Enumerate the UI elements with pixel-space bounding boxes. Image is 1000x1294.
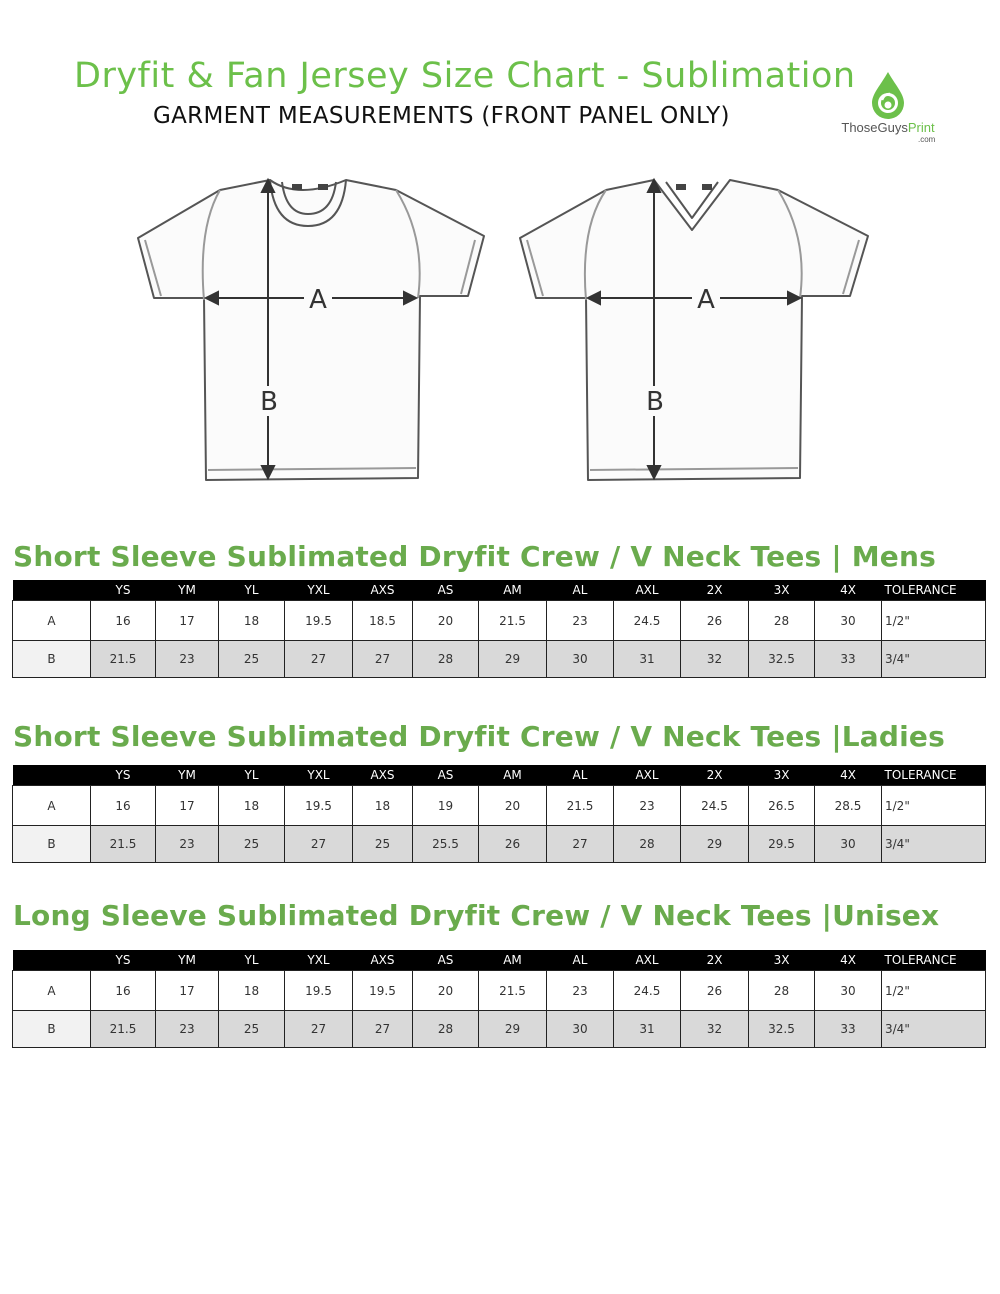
measurement-cell: 24.5 <box>614 601 681 641</box>
row-label-cell: B <box>13 1011 91 1048</box>
measurement-cell: 23 <box>547 971 614 1011</box>
measurement-cell: 19.5 <box>353 971 413 1011</box>
table-row <box>13 826 986 863</box>
tolerance-cell: 3/4" <box>882 641 986 678</box>
measurement-cell: 25 <box>219 1011 285 1048</box>
measurement-cell: 27 <box>285 1011 353 1048</box>
measurement-cell: 31 <box>614 1011 681 1048</box>
header-cell: AS <box>413 950 479 971</box>
tolerance-cell: 1/2" <box>882 971 986 1011</box>
header-cell: YM <box>156 950 219 971</box>
measurement-cell: 24.5 <box>681 786 749 826</box>
table-row <box>13 1011 986 1048</box>
table-row <box>13 971 986 1011</box>
measurement-cell: 17 <box>156 786 219 826</box>
measurement-cell: 32 <box>681 641 749 678</box>
header-cell: AL <box>547 950 614 971</box>
table-header-row <box>13 580 986 601</box>
header-cell: YM <box>156 580 219 601</box>
measurement-cell: 17 <box>156 971 219 1011</box>
measurement-cell: 33 <box>815 641 882 678</box>
measurement-cell: 18 <box>353 786 413 826</box>
header-cell: AL <box>547 580 614 601</box>
measurement-cell: 20 <box>479 786 547 826</box>
size-table-mens <box>12 580 986 678</box>
v-neck-shirt-diagram <box>512 168 882 498</box>
measurement-cell: 28.5 <box>815 786 882 826</box>
measurement-cell: 21.5 <box>91 641 156 678</box>
header-cell: YL <box>219 950 285 971</box>
measurement-cell: 19.5 <box>285 601 353 641</box>
measurement-cell: 27 <box>285 826 353 863</box>
measurement-cell: 27 <box>353 1011 413 1048</box>
measurement-cell: 32.5 <box>749 1011 815 1048</box>
header-cell: 3X <box>749 580 815 601</box>
measurement-cell: 27 <box>285 641 353 678</box>
measurement-cell: 21.5 <box>91 1011 156 1048</box>
measurement-cell: 23 <box>156 641 219 678</box>
measurement-cell: 18 <box>219 601 285 641</box>
measurement-cell: 25 <box>219 826 285 863</box>
header-cell: AXL <box>614 580 681 601</box>
header-cell: YXL <box>285 765 353 786</box>
header-cell: AXS <box>353 950 413 971</box>
header-cell: 3X <box>749 765 815 786</box>
page-subtitle: GARMENT MEASUREMENTS (FRONT PANEL ONLY) <box>153 103 730 129</box>
table-row <box>13 601 986 641</box>
measurement-cell: 21.5 <box>547 786 614 826</box>
measurement-cell: 30 <box>547 1011 614 1048</box>
header-cell: TOLERANCE <box>882 950 986 971</box>
header-cell: YS <box>91 950 156 971</box>
header-cell: AM <box>479 950 547 971</box>
header-cell-blank <box>13 580 91 601</box>
section-title-mens: Short Sleeve Sublimated Dryfit Crew / V Neck Tees | Mens <box>13 540 936 573</box>
logo-suffix: .com <box>918 135 936 144</box>
measurement-cell: 16 <box>91 786 156 826</box>
header-cell: YS <box>91 765 156 786</box>
table-row <box>13 641 986 678</box>
row-label-cell: B <box>13 641 91 678</box>
measurement-cell: 28 <box>614 826 681 863</box>
measurement-cell: 19.5 <box>285 971 353 1011</box>
measurement-cell: 23 <box>614 786 681 826</box>
measure-b-label: B <box>260 387 278 417</box>
measure-a-label: A <box>697 285 715 315</box>
tolerance-cell: 1/2" <box>882 786 986 826</box>
measurement-cell: 28 <box>749 971 815 1011</box>
header-cell: AXL <box>614 765 681 786</box>
header-cell: 3X <box>749 950 815 971</box>
measurement-cell: 30 <box>815 971 882 1011</box>
measurement-cell: 32 <box>681 1011 749 1048</box>
measurement-cell: 30 <box>815 601 882 641</box>
measurement-cell: 25 <box>219 641 285 678</box>
measurement-cell: 27 <box>547 826 614 863</box>
measurement-cell: 18.5 <box>353 601 413 641</box>
measurement-cell: 29 <box>681 826 749 863</box>
measurement-cell: 26 <box>681 601 749 641</box>
header-cell: TOLERANCE <box>882 765 986 786</box>
measurement-cell: 25 <box>353 826 413 863</box>
size-table-unisex <box>12 950 986 1048</box>
measurement-cell: 16 <box>91 601 156 641</box>
measurement-cell: 19.5 <box>285 786 353 826</box>
tolerance-cell: 3/4" <box>882 826 986 863</box>
measurement-cell: 18 <box>219 971 285 1011</box>
measurement-cell: 28 <box>413 641 479 678</box>
header-cell: YXL <box>285 580 353 601</box>
header-cell: YS <box>91 580 156 601</box>
size-table-ladies <box>12 765 986 863</box>
logo-name-part1: ThoseGuys <box>841 120 908 135</box>
header-cell: YL <box>219 765 285 786</box>
measurement-cell: 18 <box>219 786 285 826</box>
header-cell: 4X <box>815 950 882 971</box>
measurement-cell: 26 <box>479 826 547 863</box>
header-cell: YL <box>219 580 285 601</box>
brand-logo <box>828 70 948 146</box>
measurement-cell: 29 <box>479 1011 547 1048</box>
logo-name-part2: Print <box>907 120 935 135</box>
measurement-cell: 25.5 <box>413 826 479 863</box>
header-cell: 4X <box>815 580 882 601</box>
header-cell: AL <box>547 765 614 786</box>
logo-wordmark <box>828 120 948 135</box>
header-cell: AXL <box>614 950 681 971</box>
measurement-cell: 23 <box>156 826 219 863</box>
measurement-cell: 21.5 <box>479 601 547 641</box>
measurement-cell: 30 <box>815 826 882 863</box>
header-cell: AS <box>413 580 479 601</box>
measure-b-label: B <box>646 387 664 417</box>
measure-a-label: A <box>309 285 327 315</box>
header-cell: AM <box>479 765 547 786</box>
measurement-cell: 26 <box>681 971 749 1011</box>
measurement-cell: 16 <box>91 971 156 1011</box>
measurement-cell: 31 <box>614 641 681 678</box>
table-header-row <box>13 765 986 786</box>
header-cell: YM <box>156 765 219 786</box>
header-cell-blank <box>13 765 91 786</box>
header-cell: 2X <box>681 580 749 601</box>
measurement-cell: 23 <box>547 601 614 641</box>
header-cell: AXS <box>353 765 413 786</box>
row-label-cell: A <box>13 786 91 826</box>
section-title-unisex: Long Sleeve Sublimated Dryfit Crew / V Neck Tees |Unisex <box>13 899 940 932</box>
header-cell: AS <box>413 765 479 786</box>
table-header-row <box>13 950 986 971</box>
header-cell: 2X <box>681 765 749 786</box>
measurement-cell: 17 <box>156 601 219 641</box>
row-label-cell: B <box>13 826 91 863</box>
measurement-cell: 33 <box>815 1011 882 1048</box>
section-title-ladies: Short Sleeve Sublimated Dryfit Crew / V Neck Tees |Ladies <box>13 720 945 753</box>
measurement-cell: 21.5 <box>479 971 547 1011</box>
measurement-cell: 20 <box>413 601 479 641</box>
measurement-cell: 30 <box>547 641 614 678</box>
measurement-cell: 29 <box>479 641 547 678</box>
measurement-cell: 29.5 <box>749 826 815 863</box>
header-cell: YXL <box>285 950 353 971</box>
header-cell: 4X <box>815 765 882 786</box>
measurement-cell: 26.5 <box>749 786 815 826</box>
measurement-cell: 32.5 <box>749 641 815 678</box>
measurement-cell: 27 <box>353 641 413 678</box>
crew-neck-shirt-diagram <box>128 168 498 498</box>
drop-icon <box>828 70 948 120</box>
measurement-cell: 24.5 <box>614 971 681 1011</box>
header-cell: AM <box>479 580 547 601</box>
tolerance-cell: 1/2" <box>882 601 986 641</box>
header-cell: AXS <box>353 580 413 601</box>
row-label-cell: A <box>13 971 91 1011</box>
measurement-cell: 28 <box>413 1011 479 1048</box>
table-row <box>13 786 986 826</box>
measurement-cell: 28 <box>749 601 815 641</box>
measurement-cell: 21.5 <box>91 826 156 863</box>
header-cell: TOLERANCE <box>882 580 986 601</box>
header-cell: 2X <box>681 950 749 971</box>
row-label-cell: A <box>13 601 91 641</box>
tolerance-cell: 3/4" <box>882 1011 986 1048</box>
page-title: Dryfit & Fan Jersey Size Chart - Sublimation <box>74 56 856 96</box>
measurement-cell: 20 <box>413 971 479 1011</box>
header-cell-blank <box>13 950 91 971</box>
measurement-cell: 23 <box>156 1011 219 1048</box>
measurement-cell: 19 <box>413 786 479 826</box>
